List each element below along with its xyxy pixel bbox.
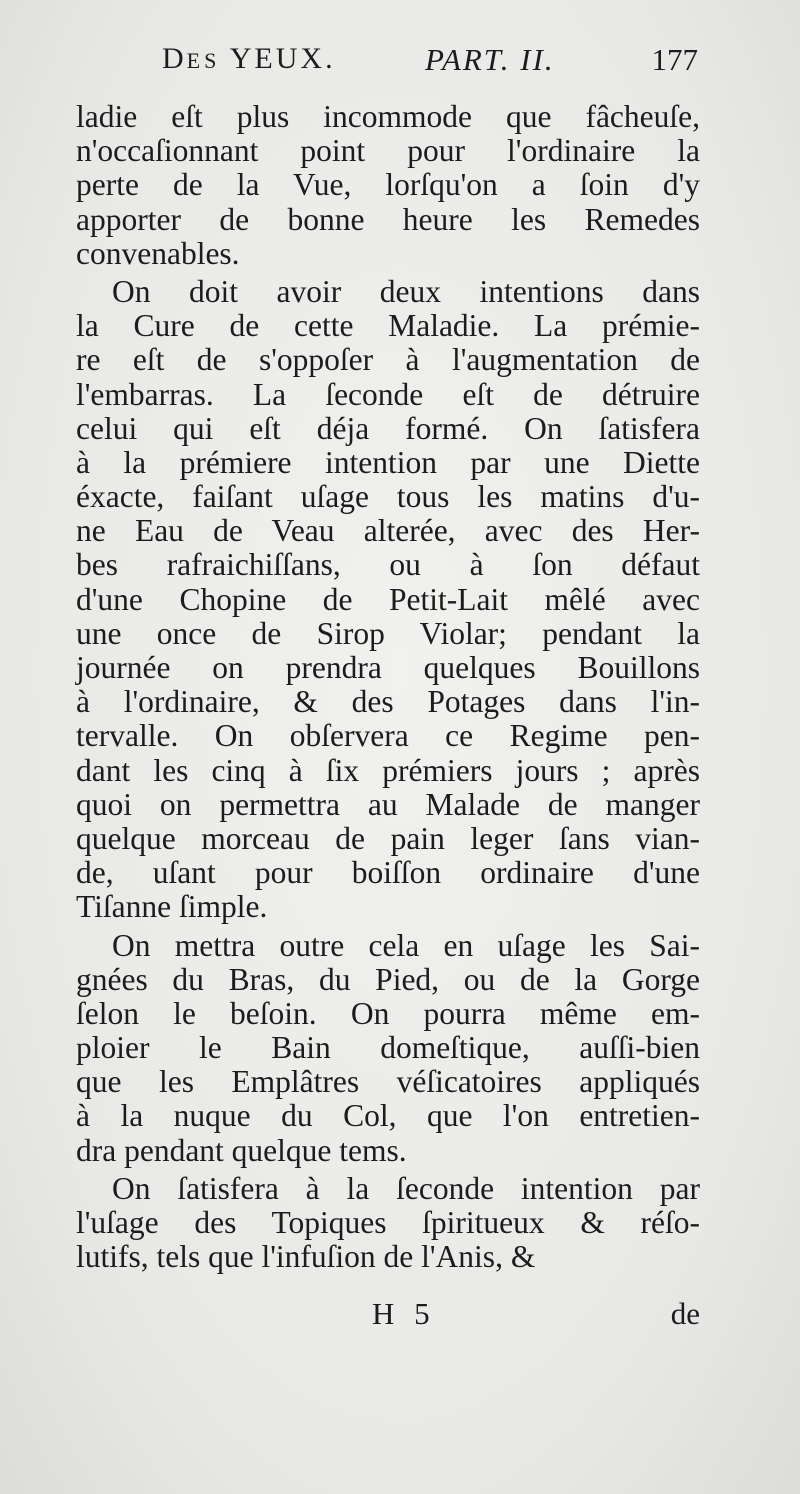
paragraph — [76, 100, 700, 271]
text-line: perte de la Vue, lorſqu'on a ſoin d'y — [76, 167, 700, 203]
text-line: gnées du Bras, du Pied, ou de la Gorge — [76, 961, 700, 997]
signature-mark: H 5 — [372, 1296, 436, 1331]
text-line: éxacte, faiſant uſage tous les matins d'u- — [76, 479, 700, 515]
text-line: journée on prendra quelques Bouillons — [76, 650, 700, 685]
text-line: convenables. — [76, 235, 240, 271]
text-line: que les Emplâtres véſicatoires appliqués — [76, 1064, 700, 1100]
paragraph — [76, 929, 700, 1168]
catchword: de — [670, 1296, 700, 1331]
page-footer — [76, 1296, 700, 1336]
text-line: à l'ordinaire, & des Potages dans l'in- — [76, 684, 700, 720]
text-line: dant les cinq à ſix prémiers jours ; après — [76, 752, 700, 788]
text-line: On mettra outre cela en uſage les Sai- — [112, 927, 700, 963]
header-title: DES YEUX. — [162, 42, 336, 75]
text-line: dra pendant quelque tems. — [76, 1132, 407, 1168]
text-line: bes rafraichiſſans, ou à ſon défaut — [76, 547, 700, 583]
paragraph — [76, 275, 700, 925]
text-line: à la nuque du Col, que l'on entretien- — [76, 1098, 700, 1134]
text-line: l'embarras. La ſeconde eſt de détruire — [76, 376, 700, 412]
text-line: celui qui eſt déja formé. On ſatisfera — [76, 410, 700, 446]
body-text — [76, 100, 700, 1274]
text-line: On ſatisfera à la ſeconde intention par — [112, 1170, 700, 1206]
page-number: 177 — [651, 42, 698, 77]
text-line: ſelon le beſoin. On pourra même em- — [76, 995, 700, 1031]
text-line: une once de Sirop Violar; pendant la — [76, 615, 700, 651]
header-part: PART. II. — [425, 42, 555, 77]
text-line: ladie eſt plus incommode que fâcheuſe, — [76, 99, 700, 134]
paragraph — [76, 1172, 700, 1275]
text-line: à la prémiere intention par une Diette — [76, 444, 700, 480]
text-line: l'uſage des Topiques ſpiritueux & réſo- — [76, 1205, 700, 1240]
text-line: On doit avoir deux intentions dans — [112, 273, 700, 309]
text-line: re eſt de s'oppoſer à l'augmentation de — [76, 342, 700, 378]
text-line: apporter de bonne heure les Remedes — [76, 201, 700, 237]
text-line: quoi on permettra au Malade de manger — [76, 786, 700, 822]
text-line: ne Eau de Veau alterée, avec des Her- — [76, 513, 700, 549]
text-line: ploier le Bain domeſtique, auſſi-bien — [76, 1030, 700, 1066]
text-line: la Cure de cette Maladie. La prémie- — [76, 308, 700, 344]
text-line: lutifs, tels que l'infuſion de l'Anis, & — [76, 1239, 536, 1275]
running-header — [160, 38, 700, 82]
text-line: quelque morceau de pain leger ſans vian- — [76, 820, 700, 856]
text-line: n'occaſionnant point pour l'ordinaire la — [76, 133, 700, 169]
text-line: de, uſant pour boiſſon ordinaire d'une — [76, 855, 700, 891]
text-line: d'une Chopine de Petit-Lait mêlé avec — [76, 581, 700, 617]
text-line: tervalle. On obſervera ce Regime pen- — [76, 718, 700, 754]
text-line: Tiſanne ſimple. — [76, 889, 268, 925]
